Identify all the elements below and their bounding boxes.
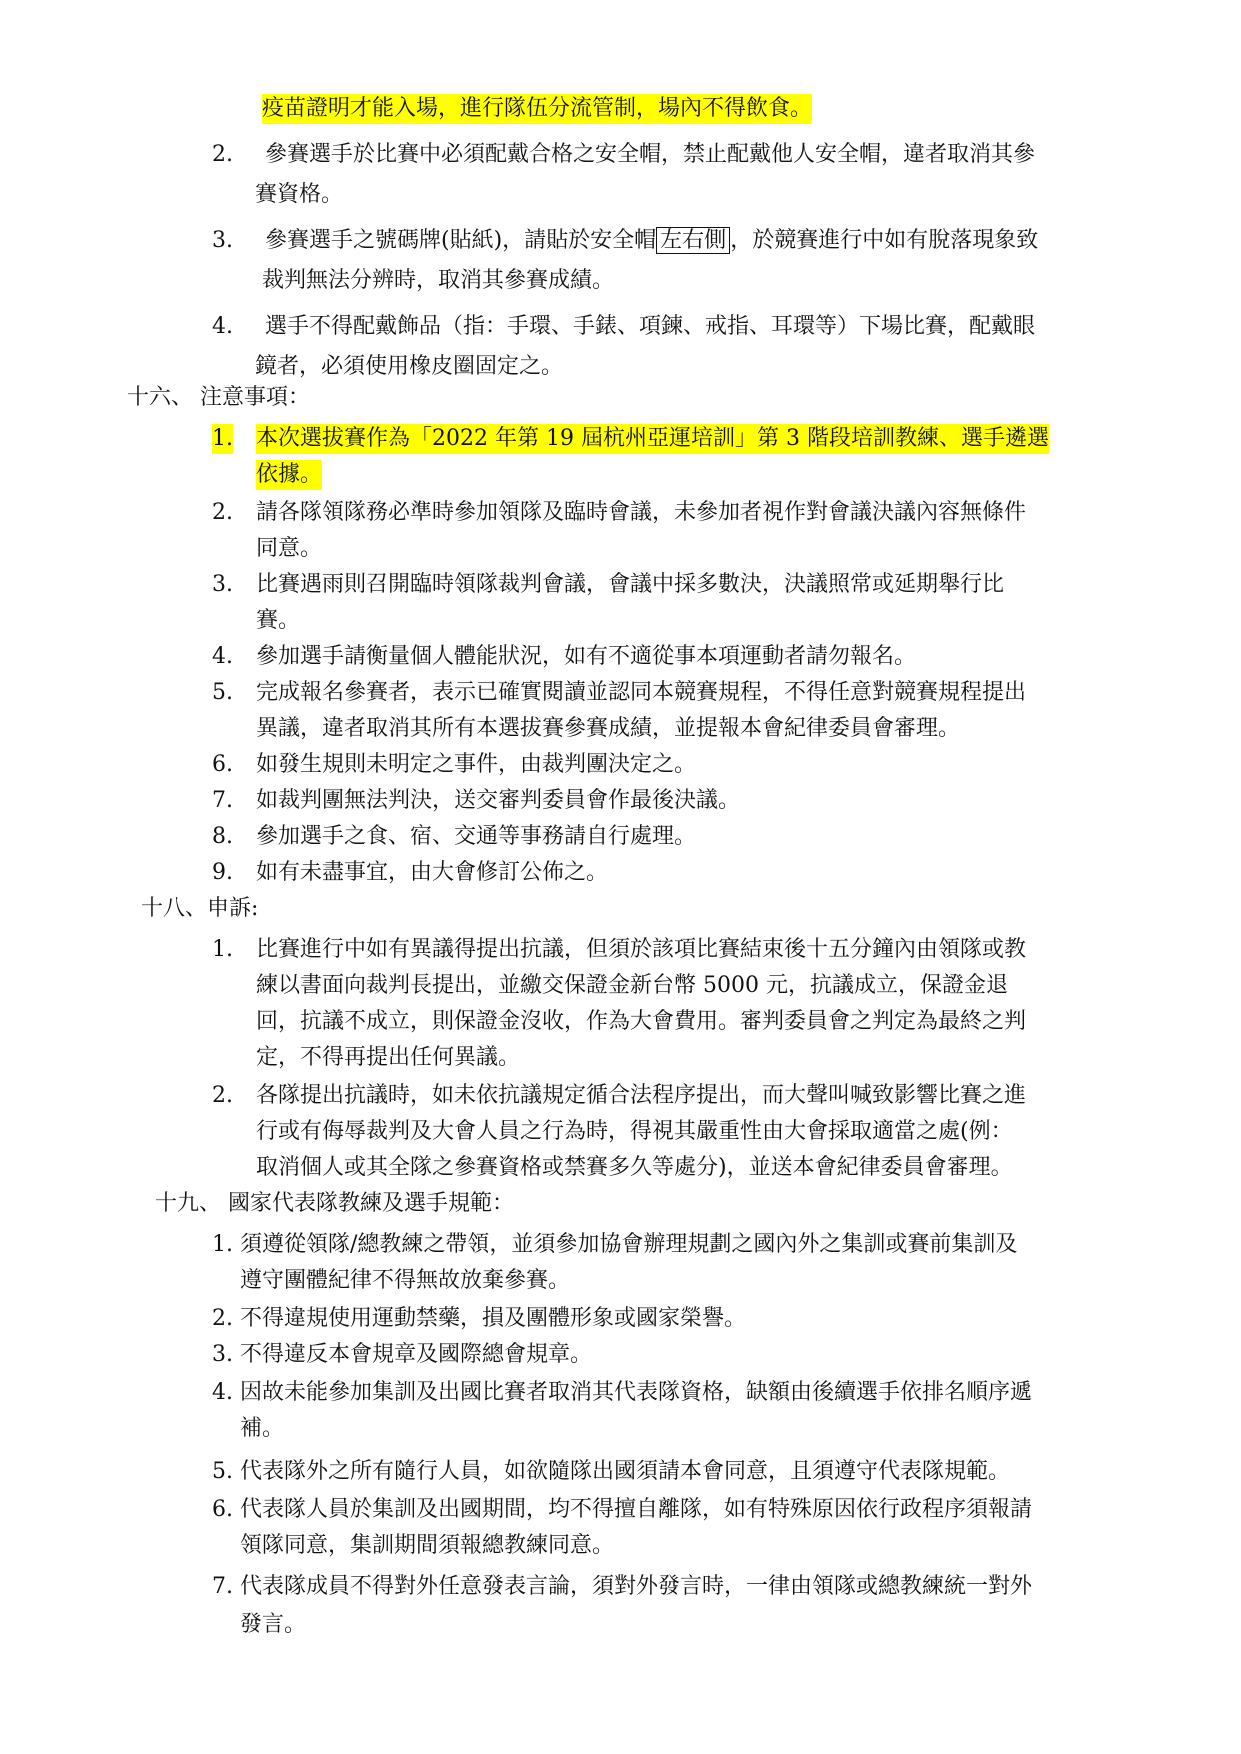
item-text: 不得違反本會規章及國際總會規章。 [240,1342,593,1367]
highlighted-item-text: 本次選拔賽作為「2022 年第 19 屆杭州亞運培訓」第 3 階段培訓教練、選手遴選 [256,424,1049,454]
item-number: 2. [212,142,233,167]
item-text: 參賽選手之號碼牌(貼紙)，請貼於安全帽 左右側 ，於競賽進行中如有脫落現象致 [265,228,1039,253]
item-number: 2. [212,500,233,525]
section-heading: 十六、 注意事項： [127,385,310,410]
item-text: 賽資格。 [255,182,344,207]
item-number: 6. [212,752,233,777]
item-text: 代表隊外之所有隨行人員，如欲隨隊出國須請本會同意，且須遵守代表隊規範。 [240,1459,1011,1484]
item-text: 比賽遇雨則召開臨時領隊裁判會議，會議中採多數決，決議照常或延期舉行比 [256,572,1005,597]
item-number: 1. [212,424,233,454]
item-number: 7. [212,788,233,813]
section-heading: 十八、申訴: [141,896,259,921]
item-text: 領隊同意，集訓期間須報總教練同意。 [240,1533,615,1558]
item-text: 回，抗議不成立，則保證金沒收，作為大會費用。審判委員會之判定為最終之判 [256,1009,1027,1034]
item-text: 代表隊人員於集訓及出國期間，均不得擅自離隊，如有特殊原因依行政程序須報請 [240,1497,1033,1522]
highlighted-line: 疫苗證明才能入場，進行隊伍分流管制，場內不得飲食。 [262,94,812,124]
item-text: 因故未能參加集訓及出國比賽者取消其代表隊資格，缺額由後續選手依排名順序遞 [240,1380,1033,1405]
item-text: 如有未盡事宜，由大會修訂公佈之。 [256,860,609,885]
item-number: 4. [212,644,233,669]
item-text: 遵守團體紀律不得無故放棄參賽。 [240,1268,571,1293]
item-text: 賽。 [256,608,301,633]
item-text: 請各隊領隊務必準時參加領隊及臨時會議，未參加者視作對會議決議內容無條件 [256,500,1027,525]
item-number: 9. [212,860,233,885]
item-text: 練以書面向裁判長提出，並繳交保證金新台幣 5000 元，抗議成立，保證金退 [256,973,1008,998]
item-text: 定，不得再提出任何異議。 [256,1045,521,1070]
item-text: 鏡者，必須使用橡皮圈固定之。 [255,354,564,379]
item-number: 3. [212,228,233,253]
item-number: 5. [212,1459,233,1484]
item-number: 5. [212,680,233,705]
item-text: 選手不得配戴飾品（指：手環、手錶、項鍊、戒指、耳環等）下場比賽，配戴眼 [265,314,1036,339]
section-heading: 十九、 國家代表隊教練及選手規範： [155,1191,514,1216]
item-number: 4. [212,314,233,339]
item-number: 4. [212,1380,233,1405]
highlighted-item-text: 依據。 [256,460,322,490]
item-number: 1. [212,1232,233,1257]
item-number: 1. [212,937,233,962]
item-text: 如發生規則未明定之事件，由裁判團決定之。 [256,752,697,777]
item-text: 異議，違者取消其所有本選拔賽參賽成績，並提報本會紀律委員會審理。 [256,716,961,741]
item-number: 2. [212,1306,233,1331]
item-text: 參加選手之食、宿、交通等事務請自行處理。 [256,824,697,849]
item-text: 比賽進行中如有異議得提出抗議，但須於該項比賽結束後十五分鐘內由領隊或教 [256,937,1027,962]
item-number: 7. [212,1574,233,1599]
item-number: 6. [212,1497,233,1522]
item-text: 參賽選手於比賽中必須配戴合格之安全帽，禁止配戴他人安全帽，違者取消其參 [265,142,1036,167]
item-text: 各隊提出抗議時，如未依抗議規定循合法程序提出，而大聲叫喊致影響比賽之進 [256,1083,1027,1108]
item-text: 完成報名參賽者，表示已確實閱讀並認同本競賽規程，不得任意對競賽規程提出 [256,680,1027,705]
item-text: 取消個人或其全隊之參賽資格或禁賽多久等處分)，並送本會紀律委員會審理。 [256,1155,1013,1180]
item-text: 補。 [240,1416,285,1441]
item-text: 不得違規使用運動禁藥，損及團體形象或國家榮譽。 [240,1306,747,1331]
item-text: 同意。 [256,536,323,561]
item-number: 3. [212,1342,233,1367]
boxed-text: 左右側 [656,227,730,254]
item-text: 須遵從領隊/總教練之帶領，並須參加協會辦理規劃之國內外之集訓或賽前集訓及 [240,1232,1018,1257]
item-text: 參加選手請衡量個人體能狀況，如有不適從事本項運動者請勿報名。 [256,644,917,669]
item-text: 行或有侮辱裁判及大會人員之行為時，得視其嚴重性由大會採取適當之處(例： [256,1119,1013,1144]
item-number: 3. [212,572,233,597]
item-number: 2. [212,1083,233,1108]
item-text: 如裁判團無法判決，送交審判委員會作最後決議。 [256,788,741,813]
item-text: 代表隊成員不得對外任意發表言論，須對外發言時，一律由領隊或總教練統一對外 [240,1574,1033,1599]
item-text: 發言。 [240,1612,307,1637]
item-text: 裁判無法分辨時，取消其參賽成績。 [262,268,615,293]
item-number: 8. [212,824,233,849]
